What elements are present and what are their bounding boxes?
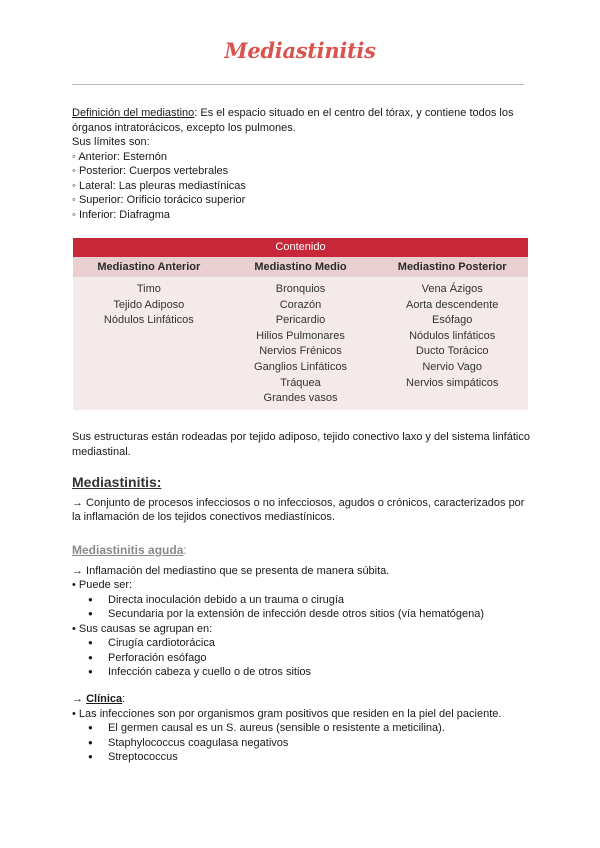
limit-item: ◦ Inferior: Diafragma: [72, 208, 171, 221]
section-definition: → Conjunto de procesos infecciosos o no infecciosos, agudos o crónicos, caracterizados por la inflamación de los tejidos conectivos mediastínicos.: [72, 496, 525, 523]
table-cell: Grandes vasos: [263, 392, 338, 405]
section-heading: Mediastinitis:: [72, 474, 162, 490]
definition-block: [72, 106, 532, 222]
list-item: ● Directa inoculación debido a un trauma o cirugía: [72, 593, 532, 608]
mediastinitis-section: [72, 475, 532, 525]
aguda-definition: → Inflamación del mediastino que se presenta de manera súbita.: [72, 564, 390, 577]
heading-colon: :: [183, 543, 187, 557]
limits-title: Sus límites son:: [72, 136, 150, 148]
subsection-heading: Mediastinitis aguda: [72, 543, 184, 557]
arrow-glyph: →: [72, 693, 87, 705]
table-header: Contenido: [73, 238, 528, 257]
table-cell: Bronquios: [275, 283, 326, 295]
table-cell: Tráquea: [280, 376, 321, 389]
column-posterior: [376, 282, 528, 407]
definition-label: Definición del mediastino: [72, 107, 195, 119]
table-cell: Vena Ázigos: [421, 283, 483, 295]
table-cell: Esófago: [431, 314, 473, 327]
structures-paragraph: Sus estructuras están rodeadas por tejido adiposo, tejido conectivo laxo y del sistema linfático mediastinal.: [72, 431, 530, 458]
column-header-anterior: Mediastino Anterior: [97, 261, 201, 273]
title-divider: [72, 84, 524, 85]
list-item: ● Secundaria por la extensión de infección desde otros sitios (vía hematógena): [72, 607, 532, 622]
clinica-section: [72, 692, 532, 765]
limit-item: ◦ Posterior: Cuerpos vertebrales: [72, 165, 229, 177]
table-cell: Pericardio: [275, 314, 326, 327]
list-item: ● El germen causal es un S. aureus (sensible o resistente a meticilina).: [72, 721, 532, 736]
table-cell: Nódulos linfáticos: [409, 329, 496, 342]
table-cell: Timo: [136, 283, 161, 295]
clinica-heading: Clínica: [86, 693, 123, 705]
clinica-line: • Las infecciones son por organismos gram positivos que residen en la piel del paciente.: [72, 707, 502, 720]
definition-text: : Es el espacio situado en el centro del tórax, y contiene todos los órganos intratorácicos, excepto los pulmones.: [72, 107, 514, 134]
mediastino-content-table: [73, 238, 528, 410]
column-header-posterior: Mediastino Posterior: [397, 261, 507, 273]
column-header-medio: Mediastino Medio: [254, 261, 347, 273]
definition-paragraph: [72, 106, 532, 135]
table-column-headers: [73, 257, 528, 277]
column-anterior: [73, 282, 225, 407]
list-item: ● Cirugía cardiotorácica: [72, 636, 532, 651]
puede-ser-label: • Puede ser:: [72, 579, 133, 591]
table-cell: Nervios Frénicos: [259, 345, 342, 358]
table-cell: Nódulos Linfáticos: [103, 314, 194, 327]
page-title: Mediastinitis: [224, 38, 376, 63]
limit-item: ◦ Lateral: Las pleuras mediastínicas: [72, 179, 246, 192]
table-cell: Nervio Vago: [422, 360, 483, 373]
table-cell: Ducto Torácico: [415, 345, 489, 358]
heading-colon: :: [122, 693, 126, 705]
list-item: ● Staphylococcus coagulasa negativos: [72, 736, 532, 751]
column-medio: [225, 282, 377, 407]
table-cell: Tejido Adiposo: [113, 298, 185, 311]
table-cell: Hilios Pulmonares: [256, 329, 345, 342]
table-cell: Corazón: [279, 298, 322, 311]
list-item: ● Infección cabeza y cuello o de otros sitios: [72, 665, 532, 680]
list-item: ● Perforación esófago: [72, 651, 532, 666]
aguda-section: [72, 543, 532, 680]
table-cell: Aorta descendente: [406, 298, 499, 311]
table-cell: Ganglios Linfáticos: [254, 360, 347, 373]
table-cell: Nervios simpáticos: [406, 376, 499, 389]
causas-label: • Sus causas se agrupan en:: [72, 622, 213, 635]
list-item: ● Streptococcus: [72, 750, 532, 765]
limit-item: ◦ Anterior: Esternón: [72, 150, 168, 163]
limit-item: ◦ Superior: Orificio torácico superior: [72, 194, 246, 206]
